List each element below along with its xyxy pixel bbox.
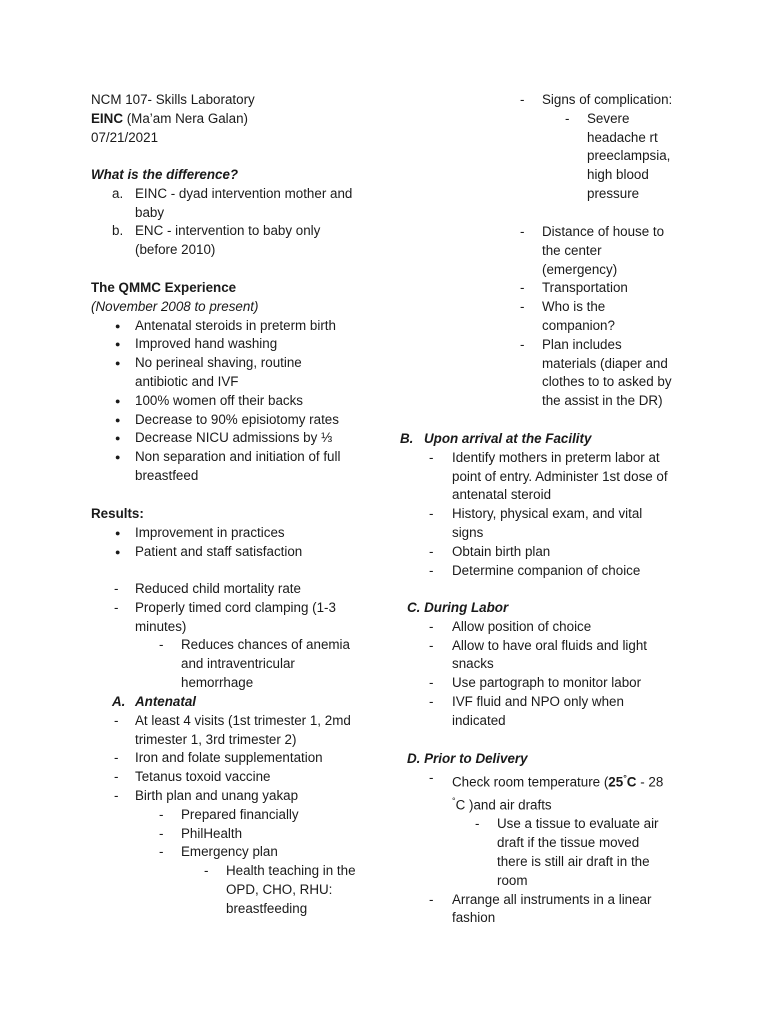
dash-marker [520, 91, 524, 110]
dash-marker [429, 618, 433, 637]
item-text: Arrange all instruments in a linear [452, 891, 652, 907]
bullet-icon [115, 543, 120, 563]
item-text: Allow to have oral fluids and light [452, 637, 648, 653]
dash-marker [429, 769, 433, 788]
item-text: Iron and folate supplementation [135, 750, 323, 766]
item-text: IVF fluid and NPO only when [452, 693, 624, 709]
temp-unit-bold: C [626, 774, 637, 790]
item-text: No perineal shaving, routine [135, 355, 302, 371]
dash-item [407, 637, 647, 675]
bullet-icon [115, 448, 120, 468]
dash-item [407, 674, 647, 693]
dash-item [91, 825, 356, 844]
bullet-item [91, 335, 340, 354]
item-text: Reduces chances of anemia [181, 637, 350, 653]
labor-title: C. During Labor [407, 600, 509, 615]
item-text: Distance of house to [542, 224, 665, 239]
list-marker: a. [112, 185, 124, 201]
degree-symbol: ° [623, 772, 627, 783]
dash-marker [565, 110, 569, 129]
item-text: (emergency) [542, 261, 618, 277]
bullet-item [91, 448, 340, 486]
bullet-item [91, 411, 340, 430]
item-text: headache rt [587, 129, 658, 145]
dash-marker [429, 505, 433, 524]
item-text: ENC - intervention to baby only [135, 223, 321, 239]
dash-marker [520, 223, 524, 242]
dash-marker [114, 712, 118, 731]
temp-text: Check room temperature ( [452, 774, 609, 790]
item-text: Who is the [542, 299, 606, 315]
dash-marker [159, 825, 163, 844]
dash-item [91, 636, 350, 692]
item-text: Improved hand washing [135, 336, 278, 352]
item-text: trimester 1, 3rd trimester 2) [135, 731, 297, 747]
results-dash-list [91, 580, 350, 693]
item-text: clothes to to asked by [542, 374, 672, 390]
topic-bold: EINC [91, 110, 123, 126]
bullet-icon [115, 335, 120, 355]
temp-text: C )and air drafts [455, 797, 552, 813]
item-text: Signs of complication: [542, 92, 673, 107]
dash-marker [159, 636, 163, 655]
dash-item [407, 769, 663, 816]
item-text: Severe [587, 110, 630, 126]
item-text: pressure [587, 185, 640, 201]
item-text: breastfeeding [226, 900, 308, 916]
item-text [452, 769, 663, 792]
dash-marker [429, 543, 433, 562]
dash-item [498, 223, 672, 279]
dash-marker [520, 279, 524, 298]
item-text: Decrease to 90% episiotomy rates [135, 411, 339, 427]
arrival-heading [400, 430, 668, 449]
dash-marker [429, 674, 433, 693]
item-text: high blood [587, 167, 649, 183]
dash-marker [114, 599, 118, 618]
item-text: Antenatal steroids in preterm birth [135, 317, 336, 333]
item-text: minutes) [135, 618, 187, 634]
item-text: Health teaching in the [226, 863, 356, 879]
item-text: Determine companion of choice [452, 562, 641, 578]
section-letter: A. [112, 694, 126, 709]
item-text: Improvement in practices [135, 524, 285, 540]
dash-item [91, 712, 356, 750]
dash-marker [114, 580, 118, 599]
difference-title: What is the difference? [91, 167, 239, 182]
item-text: Plan includes [542, 336, 622, 352]
bullet-item [91, 543, 302, 562]
dash-marker [159, 806, 163, 825]
list-item [91, 222, 352, 260]
dash-item [400, 562, 668, 581]
item-text: room [497, 872, 528, 888]
item-text: the center [542, 242, 602, 258]
qmmc-subtitle: (November 2008 to present) [91, 298, 259, 314]
doc-header [91, 91, 255, 147]
item-text: (before 2010) [135, 242, 216, 258]
item-text: snacks [452, 656, 494, 672]
bullet-icon [115, 317, 120, 337]
delivery-title: D. Prior to Delivery [407, 751, 528, 766]
item-text: Patient and staff satisfaction [135, 543, 303, 559]
item-text: indicated [452, 712, 506, 728]
difference-section [91, 166, 352, 260]
item-text: History, physical exam, and vital [452, 506, 643, 522]
delivery-section [407, 750, 663, 928]
item-text: there is still air draft in the [497, 853, 650, 869]
dash-item [498, 336, 672, 411]
item-text: preeclampsia, [587, 148, 671, 164]
dash-item [91, 749, 356, 768]
dash-marker [429, 891, 433, 910]
item-text: companion? [542, 317, 615, 333]
right-top-list [498, 91, 672, 204]
topic-rest: (Ma’am Nera Galan) [123, 110, 249, 126]
antenatal-section [91, 693, 356, 919]
item-text: Decrease NICU admissions by ⅓ [135, 430, 333, 446]
item-text: Non separation and initiation of full [135, 449, 341, 465]
item-text: EINC - dyad intervention mother and [135, 185, 353, 201]
degree-symbol: ° [452, 796, 456, 807]
dash-item [498, 110, 672, 204]
results-title: Results: [91, 506, 144, 521]
dash-item [498, 298, 672, 336]
dash-marker [204, 862, 208, 881]
dash-item [91, 768, 356, 787]
dash-marker [520, 298, 524, 317]
item-text: Use partograph to monitor labor [452, 675, 642, 691]
arrival-section [400, 430, 668, 580]
item-text: Emergency plan [181, 844, 278, 860]
labor-section [407, 599, 647, 731]
dash-marker [429, 693, 433, 712]
bullet-icon [115, 524, 120, 544]
item-text: draft if the tissue moved [497, 835, 640, 851]
item-text: the assist in the DR) [542, 393, 663, 409]
item-text: Obtain birth plan [452, 543, 551, 559]
item-text: PhilHealth [181, 825, 243, 841]
item-text: breastfeed [135, 467, 199, 483]
item-text: Identify mothers in preterm labor at [452, 449, 660, 465]
dash-marker [159, 843, 163, 862]
item-text: materials (diaper and [542, 355, 668, 371]
item-text: At least 4 visits (1st trimester 1, 2md [135, 712, 351, 728]
doc-date: 07/21/2021 [91, 129, 159, 145]
dash-marker [114, 787, 118, 806]
dash-item [400, 449, 668, 505]
arrival-title: Upon arrival at the Facility [424, 431, 592, 446]
temp-value-bold: 25 [608, 774, 624, 790]
course-title: NCM 107- Skills Laboratory [91, 92, 255, 107]
item-text: Use a tissue to evaluate air [497, 816, 659, 832]
antenatal-heading [91, 693, 356, 712]
bullet-icon [115, 429, 120, 449]
dash-item [400, 505, 668, 543]
dash-item [407, 815, 663, 890]
bullet-icon [115, 392, 120, 412]
dash-item [91, 843, 356, 862]
dash-item [407, 618, 647, 637]
bullet-item [91, 429, 340, 448]
item-text: antibiotic and IVF [135, 373, 239, 389]
qmmc-section [91, 279, 340, 486]
dash-item [400, 543, 668, 562]
qmmc-title: The QMMC Experience [91, 280, 237, 295]
bullet-item [91, 524, 302, 543]
bullet-item [91, 317, 340, 336]
dash-item [91, 599, 350, 637]
item-text: Prepared financially [181, 806, 299, 822]
bullet-icon [115, 411, 120, 431]
item-text: point of entry. Administer 1st dose of [452, 468, 668, 484]
bullet-item [91, 392, 340, 411]
dash-item [498, 279, 672, 298]
topic-line [91, 110, 255, 129]
item-text: Transportation [542, 280, 628, 296]
dash-item [91, 787, 356, 806]
item-text: OPD, CHO, RHU: [226, 881, 333, 897]
item-text: and intraventricular [181, 656, 295, 672]
temp-text: - 28 [636, 774, 664, 790]
item-text: fashion [452, 910, 496, 926]
list-marker: b. [112, 223, 124, 239]
item-text: hemorrhage [181, 674, 254, 690]
dash-item [407, 891, 663, 929]
list-item [91, 185, 352, 223]
dash-item [91, 862, 356, 918]
item-text: Reduced child mortality rate [135, 581, 301, 596]
dash-marker [114, 768, 118, 787]
results-section [91, 505, 302, 561]
dash-marker [429, 449, 433, 468]
item-text: Allow position of choice [452, 618, 592, 634]
dash-item [498, 91, 672, 110]
dash-marker [475, 815, 479, 834]
dash-marker [429, 562, 433, 581]
dash-item [407, 693, 647, 731]
item-text: Properly timed cord clamping (1-3 [135, 599, 336, 615]
antenatal-title: Antenatal [135, 694, 197, 709]
dash-marker [429, 637, 433, 656]
dash-item [91, 580, 350, 599]
bullet-icon [115, 354, 120, 374]
item-text: Birth plan and unang yakap [135, 787, 299, 803]
item-text: signs [452, 524, 484, 540]
item-text [452, 792, 663, 815]
bullet-item [91, 354, 340, 392]
item-text: 100% women off their backs [135, 392, 303, 408]
right-top-list-2 [498, 223, 672, 411]
dash-item [91, 806, 356, 825]
item-text: antenatal steroid [452, 487, 552, 503]
dash-marker [520, 336, 524, 355]
item-text: baby [135, 204, 165, 220]
section-letter: B. [400, 431, 414, 446]
dash-marker [114, 749, 118, 768]
item-text: Tetanus toxoid vaccine [135, 769, 271, 785]
